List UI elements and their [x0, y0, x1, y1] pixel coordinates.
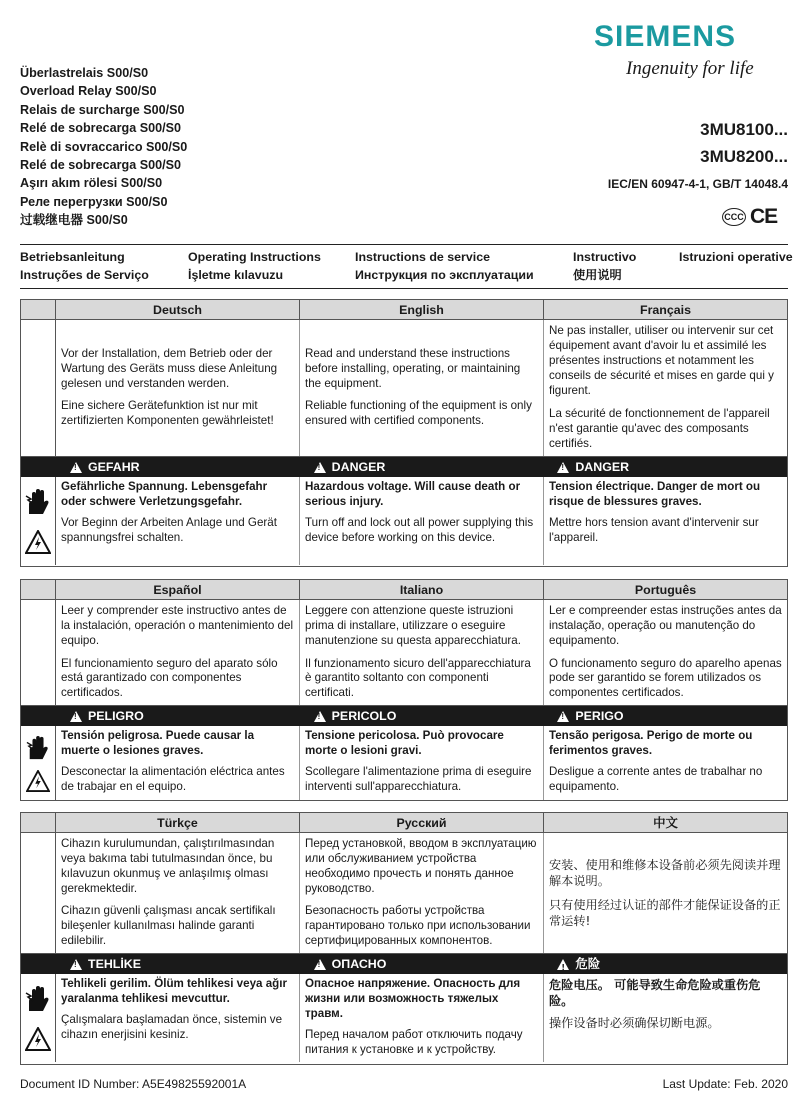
electric-shock-hand-icon: [26, 735, 50, 761]
doc-type: Instructions de service: [355, 250, 490, 264]
danger-banner: ! GEFAHR ! DANGER ! DANGER: [21, 457, 787, 477]
brand-tagline: Ingenuity for life: [626, 58, 754, 79]
ccc-mark-icon: CCC: [722, 208, 746, 226]
lang-header: Türkçe: [56, 813, 300, 832]
danger-text: 危险电压。 可能导致生命危险或重伤危险。 操作设备时必须确保切断电源。: [549, 978, 761, 1030]
high-voltage-warning-icon: [25, 530, 51, 554]
divider: [20, 288, 788, 289]
warning-triangle-icon: [70, 462, 82, 473]
intro-text: Read and understand these instructions before installing, operating, or maintaining the equipment. Reliable functioning of the equipment is only ensured with certified components.: [300, 320, 544, 456]
lang-header: Italiano: [300, 580, 544, 599]
danger-text: Опасное напряжение. Опасность для жизни или возможность тяжелых травм. Перед началом работ отключить подачу питания к установке и к устройству.: [300, 974, 544, 1062]
danger-text: Hazardous voltage. Will cause death or serious injury. Turn off and lock out all power supplying this device before working on this device.: [300, 477, 544, 565]
warning-triangle-icon: [314, 462, 326, 473]
siemens-logo: SIEMENS: [594, 20, 737, 53]
product-title: Relé de sobrecarga S00/S0: [20, 158, 182, 173]
warning-triangle-icon: [314, 959, 326, 970]
lang-header: Português: [634, 582, 697, 597]
intro-row: [21, 320, 787, 457]
electric-shock-hand-icon: [25, 488, 51, 516]
warning-triangle-icon: [314, 711, 326, 722]
model-number: 3MU8200...: [700, 147, 788, 166]
product-title: Overload Relay S00/S0: [20, 84, 157, 99]
warning-triangle-icon: [70, 959, 82, 970]
intro-text: Cihazın kurulumundan, çalıştırılmasından veya bakıma tabi tutulmasından önce, bu kılavuzun okunmuş ve anlaşılmış olması gerekmektedir. Cihazın güvenli çalışması ancak sertifikalı bileşenler kullanılması halinde garanti edilebilir.: [56, 833, 300, 953]
product-title: Relé de sobrecarga S00/S0: [20, 121, 182, 136]
danger-text: Tensión peligrosa. Puede causar la muerte o lesiones graves. Desconectar la alimentación eléctrica antes de trabajar en el equipo.: [56, 726, 300, 800]
intro-text: Ne pas installer, utiliser ou intervenir sur cet équipement avant d'avoir lu et assimilé les présentes instructions et notamment les conseils de sécurité et mises en garde qui y figurent. La sécurité de fonctionnement de l'appareil n'est garantie qu'avec des composants certifiés.: [549, 324, 774, 450]
lang-header: Deutsch: [56, 300, 300, 319]
danger-row: [21, 974, 787, 1062]
lang-header: Español: [56, 580, 300, 599]
product-title: Relè di sovraccarico S00/S0: [20, 139, 188, 154]
doc-type: Istruzioni operative: [679, 250, 793, 264]
divider: [20, 244, 788, 245]
doc-type: Инструкция по эксплуатации: [355, 268, 534, 282]
ce-mark-icon: CE: [750, 205, 778, 228]
high-voltage-warning-icon: [26, 770, 50, 792]
language-section-1: [20, 299, 788, 567]
product-title: Relais de surcharge S00/S0: [20, 102, 185, 117]
doc-type: Instruções de Serviço: [20, 268, 149, 282]
intro-row: [21, 600, 787, 706]
doc-type: İşletme kılavuzu: [188, 268, 284, 282]
warning-triangle-icon: [557, 462, 569, 473]
doc-type: Betriebsanleitung: [20, 250, 125, 264]
electric-shock-hand-icon: [25, 985, 51, 1013]
danger-banner: ! TEHLİKE ! ОПАСНО ! 危险: [21, 954, 787, 974]
intro-text: Leggere con attenzione queste istruzioni prima di installare, utilizzare o eseguire manutenzione su questa apparecchiatura. Il funzionamento sicuro dell'apparecchiatura è garantito soltanto con componenti certificati.: [300, 600, 544, 705]
doc-type: Operating Instructions: [188, 250, 321, 264]
section-header: [21, 813, 787, 833]
lang-header: Русский: [300, 813, 544, 832]
danger-row: [21, 477, 787, 565]
intro-text: Ler e compreender estas instruções antes da instalação, operação ou manutenção do equipamento. O funcionamento seguro do aparelho apenas pode ser garantido se forem utilizados os componentes certificados.: [549, 603, 782, 700]
lang-header: Français: [640, 302, 691, 317]
intro-text: Vor der Installation, dem Betrieb oder der Wartung des Geräts muss diese Anleitung gelesen und verstanden werden. Eine sichere Gerätefunktion ist nur mit zertifizierten Komponenten gewährleistet!: [56, 320, 300, 456]
model-number: 3MU8100...: [700, 120, 788, 139]
danger-text: Tensão perigosa. Perigo de morte ou ferimentos graves. Desligue a corrente antes de trabalhar no equipamento.: [549, 729, 763, 793]
language-section-3: [20, 812, 788, 1065]
warning-triangle-icon: [70, 711, 82, 722]
intro-text: 安装、使用和维修本设备前必须先阅读并理解本说明。 只有使用经过认证的部件才能保证设备的正常运转!: [549, 858, 781, 928]
high-voltage-warning-icon: [25, 1027, 51, 1051]
section-header: [21, 580, 787, 600]
intro-text: Leer y comprender este instructivo antes de la instalación, operación o mantenimiento del equipo. El funcionamiento seguro del aparato sólo está garantizado con componentes certificados.: [56, 600, 300, 705]
last-update: Last Update: Feb. 2020: [662, 1077, 788, 1091]
product-title: Aşırı akım rölesi S00/S0: [20, 176, 163, 191]
danger-text: Gefährliche Spannung. Lebensgefahr oder schwere Verletzungsgefahr. Vor Beginn der Arbeiten Anlage und Gerät spannungsfrei schalten.: [56, 477, 300, 565]
intro-row: [21, 833, 787, 954]
intro-text: Перед установкой, вводом в эксплуатацию или обслуживанием устройства необходимо прочесть и понять данное руководство. Безопасность работы устройства гарантировано только при использовании сертифицированных компонентов.: [300, 833, 544, 953]
document-id: Document ID Number: A5E49825592001A: [20, 1077, 247, 1091]
section-header: [21, 300, 787, 320]
language-section-2: [20, 579, 788, 801]
danger-text: Tehlikeli gerilim. Ölüm tehlikesi veya ağır yaralanma tehlikesi mevcuttur. Çalışmalara başlamadan önce, sistemin ve cihazın enerjisini kesiniz.: [56, 974, 300, 1062]
lang-header: English: [300, 300, 544, 319]
danger-row: [21, 726, 787, 800]
certification-marks: [722, 205, 777, 229]
warning-triangle-icon: [557, 711, 569, 722]
product-title: 过载继电器 S00/S0: [20, 213, 128, 228]
doc-type: 使用说明: [573, 268, 622, 282]
product-titles: [20, 64, 187, 230]
standard-reference: IEC/EN 60947-4-1, GB/T 14048.4: [607, 177, 788, 191]
doc-type: Instructivo: [573, 250, 637, 264]
danger-text: Tensione pericolosa. Può provocare morte o lesioni gravi. Scollegare l'alimentazione prima di eseguire interventi sull'apparecchiatura.: [300, 726, 544, 800]
lang-header: 中文: [653, 814, 678, 830]
product-title: Реле перегрузки S00/S0: [20, 194, 168, 209]
warning-triangle-icon: [557, 959, 569, 970]
product-title: Überlastrelais S00/S0: [20, 66, 149, 80]
danger-text: Tension électrique. Danger de mort ou risque de blessures graves. Mettre hors tension avant d'intervenir sur l'appareil.: [549, 480, 761, 544]
danger-banner: ! PELIGRO ! PERICOLO ! PERIGO: [21, 706, 787, 726]
